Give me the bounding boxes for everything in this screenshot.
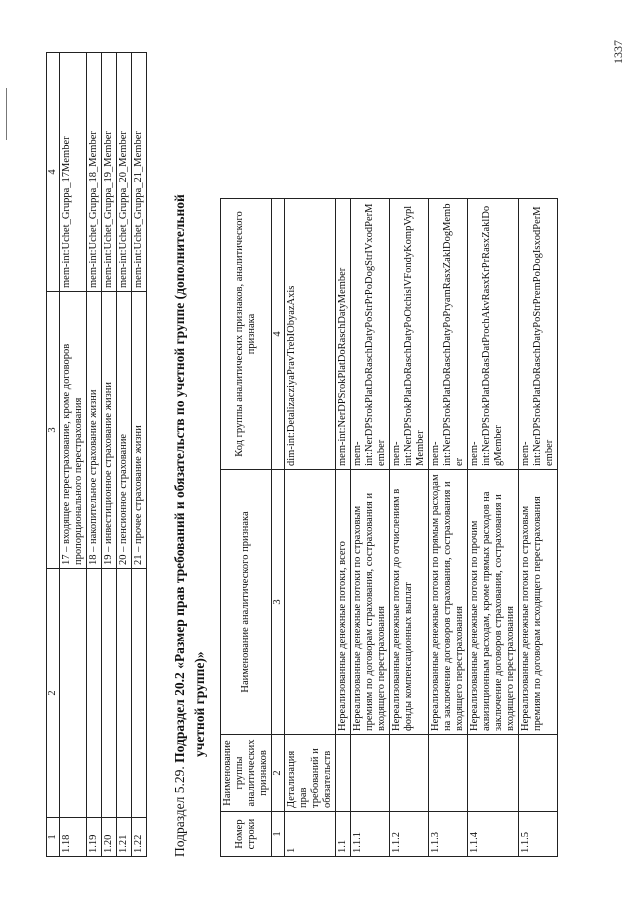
row-number: 1.22 <box>132 818 147 857</box>
table-row <box>519 0 558 857</box>
table-row <box>351 0 390 857</box>
header-number: 1 <box>272 812 285 857</box>
table-row <box>132 53 147 857</box>
group-name <box>117 569 132 818</box>
heading-title: Подраздел 20.2 «Размер прав требований и обязательств по учетной группе (дополнительной <box>172 194 187 763</box>
empty-cell <box>468 0 519 199</box>
table-column-header-row <box>221 0 272 857</box>
header-cell: 3 <box>47 292 60 569</box>
attribute-label: Нереализованные денежные потоки по прочим аквизиционным расходам, кроме прямых расходов на заключение договоров страхования, сострахования и входящего перестрахования <box>468 470 519 735</box>
empty-cell <box>272 0 285 199</box>
group-name <box>468 735 519 812</box>
table-row <box>102 53 117 857</box>
column-header-code: Код группы аналитических признаков, аналитического признака <box>221 199 272 470</box>
row-number: 1.1.5 <box>519 812 558 857</box>
attribute-label: Нереализованные денежные потоки до отчислениям в фонды компенсационных выплат <box>390 470 429 735</box>
group-name <box>351 735 390 812</box>
attribute-code: mem-int:Uchet_Gruppa_17Member <box>60 53 87 292</box>
group-name <box>132 569 147 818</box>
column-header-attribute-name: Наименование аналитического признака <box>221 470 272 735</box>
page-number: 1337 <box>611 40 625 64</box>
table-row <box>468 0 519 857</box>
attribute-label: 21 – прочее страхование жизни <box>132 292 147 569</box>
empty-cell <box>519 0 558 199</box>
table-row <box>285 0 336 857</box>
table-row <box>390 0 429 857</box>
attribute-code: mem-int:NerDPSrokPlatDoRaschDatyPoStrPremPoDogIsxodPerMember <box>519 199 558 470</box>
header-number: 3 <box>272 470 285 735</box>
empty-cell <box>221 0 272 199</box>
header-number: 2 <box>272 735 285 812</box>
row-number: 1.1.1 <box>351 812 390 857</box>
attribute-label: 19 – инвестиционное страхование жизни <box>102 292 117 569</box>
group-name <box>519 735 558 812</box>
empty-cell <box>390 0 429 199</box>
attribute-code: dim-int:DetalizacziyaPravTrebIObyazAxis <box>285 199 336 470</box>
empty-cell <box>429 0 468 199</box>
attribute-label: 20 – пенсионное страхование <box>117 292 132 569</box>
attribute-label <box>285 470 336 735</box>
heading-prefix: Подраздел 5.29. <box>172 766 187 857</box>
attribute-code: mem-int:NerDPSrokPlatDoRaschDatyPoStrPrPoDogStrIVxodPerMember <box>351 199 390 470</box>
empty-cell <box>285 0 336 199</box>
header-cell: 4 <box>47 53 60 292</box>
row-number: 1.19 <box>87 818 102 857</box>
row-number: 1.1 <box>336 812 351 857</box>
attribute-label: Нереализованные денежные потоки по страховым премиям по договорам исходящего перестрахования <box>519 470 558 735</box>
column-header-row-number: Номер строки <box>221 812 272 857</box>
group-name <box>429 735 468 812</box>
table-row <box>87 53 102 857</box>
empty-cell <box>336 0 351 199</box>
table-header-row <box>47 53 60 857</box>
attribute-code: mem-int:Uchet_Gruppa_21_Member <box>132 53 147 292</box>
attribute-code: mem-int:NerDPSrokPlatDoRasDatProchAkvRasxKrPrRasxZaklDogMember <box>468 199 519 470</box>
attributes-table <box>220 0 558 857</box>
attribute-label: 18 – накопительное страхование жизни <box>87 292 102 569</box>
attribute-label: Нереализованные денежные потоки по страховым премиям по договорам страхования, сострахования и входящего перестрахования <box>351 470 390 735</box>
group-name <box>87 569 102 818</box>
header-number: 4 <box>272 199 285 470</box>
group-name <box>336 735 351 812</box>
row-number: 1.20 <box>102 818 117 857</box>
heading-title-continued: учетной группе)» <box>192 651 207 757</box>
row-number: 1.18 <box>60 818 87 857</box>
table-row <box>336 0 351 857</box>
column-header-group-name: Наименование группы аналитических признаков <box>221 735 272 812</box>
attribute-code: mem-int:NerDPSrokPlatDoRaschDatyPoOtchislVFondyKompVyplMember <box>390 199 429 470</box>
attribute-label: Нереализованные денежные потоки, всего <box>336 470 351 735</box>
group-name <box>390 735 429 812</box>
table-row <box>429 0 468 857</box>
attribute-label: Нереализованные денежные потоки по прямым расходам на заключение договоров страхования, сострахования и входящего перестрахования <box>429 470 468 735</box>
row-number: 1.1.4 <box>468 812 519 857</box>
row-number: 1.1.3 <box>429 812 468 857</box>
row-number: 1.1.2 <box>390 812 429 857</box>
table-number-row <box>272 0 285 857</box>
table-row <box>60 53 87 857</box>
attribute-code: mem-int:Uchet_Gruppa_19_Member <box>102 53 117 292</box>
attribute-code: mem-int:NerDPSrokPlatDoRaschDatyMember <box>336 199 351 470</box>
group-name <box>60 569 87 818</box>
empty-cell <box>351 0 390 199</box>
section-heading <box>170 27 210 857</box>
attribute-code: mem-int:Uchet_Gruppa_18_Member <box>87 53 102 292</box>
header-cell: 1 <box>47 818 60 857</box>
table-row <box>117 53 132 857</box>
row-number: 1 <box>285 812 336 857</box>
row-number: 1.21 <box>117 818 132 857</box>
continued-table <box>46 52 147 857</box>
group-name <box>102 569 117 818</box>
attribute-label: 17 – входящее перестрахование, кроме договоров пропорционального перестрахования <box>60 292 87 569</box>
group-name: Детализация прав требований и обязательств <box>285 735 336 812</box>
header-cell: 2 <box>47 569 60 818</box>
attribute-code: mem-int:Uchet_Gruppa_20_Member <box>117 53 132 292</box>
attribute-code: mem-int:NerDPSrokPlatDoRaschDatyPoPryamRasxZaklDogMember <box>429 199 468 470</box>
